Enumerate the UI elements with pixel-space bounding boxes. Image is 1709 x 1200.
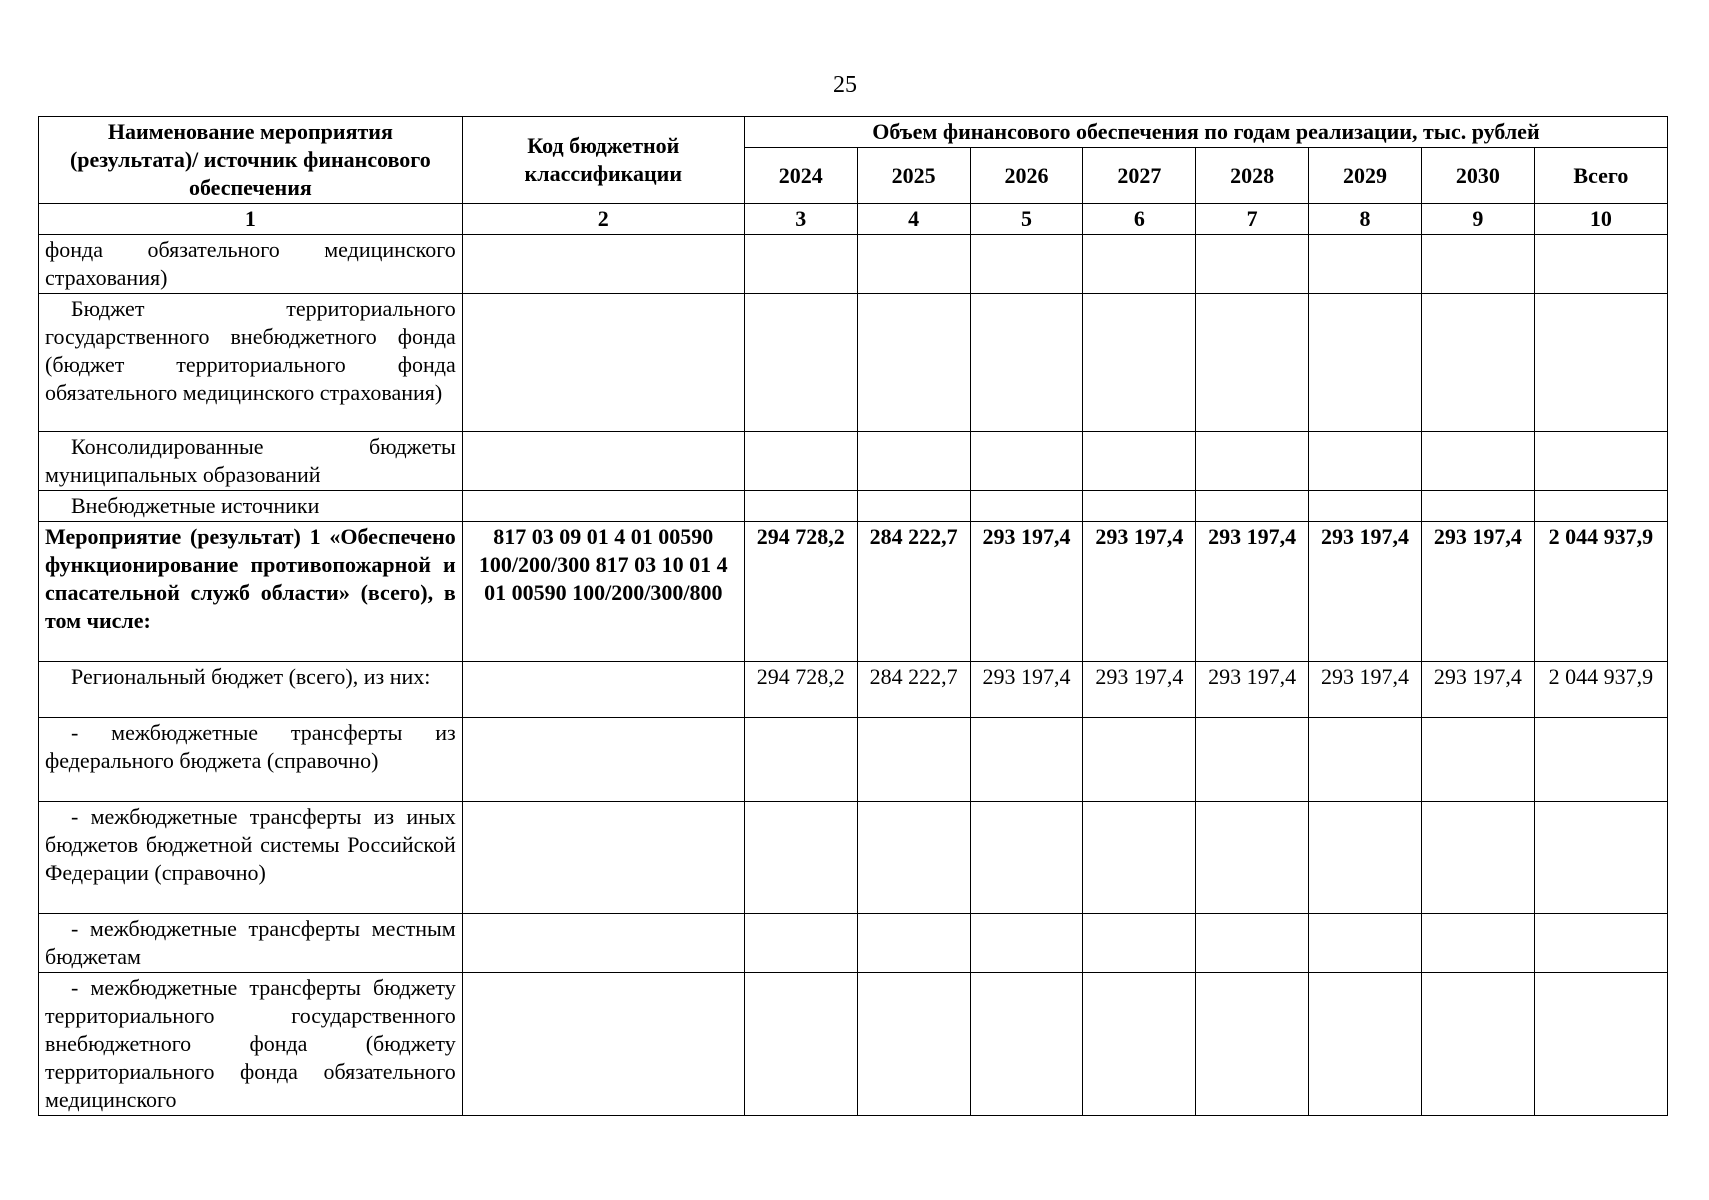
table-row xyxy=(39,662,1668,718)
row-value xyxy=(1196,802,1309,914)
row-value xyxy=(1421,718,1534,802)
row-value: 284 222,7 xyxy=(857,522,970,662)
row-value xyxy=(1534,432,1667,491)
row-value xyxy=(1083,914,1196,973)
row-code xyxy=(462,662,744,718)
header-volume: Объем финансового обеспечения по годам реализации, тыс. рублей xyxy=(744,117,1667,148)
row-value: 293 197,4 xyxy=(1309,662,1422,718)
column-numbers-row xyxy=(39,204,1668,235)
row-code xyxy=(462,802,744,914)
row-value xyxy=(970,491,1083,522)
table-row xyxy=(39,235,1668,294)
row-value xyxy=(1309,718,1422,802)
row-value xyxy=(1534,973,1667,1116)
row-value: 293 197,4 xyxy=(1421,522,1534,662)
row-value xyxy=(970,718,1083,802)
row-value xyxy=(1196,491,1309,522)
row-value xyxy=(1421,235,1534,294)
table-row xyxy=(39,802,1668,914)
header-year: 2025 xyxy=(857,148,970,204)
row-value xyxy=(857,914,970,973)
table-row xyxy=(39,718,1668,802)
column-number: 8 xyxy=(1309,204,1422,235)
row-value xyxy=(1196,235,1309,294)
row-value xyxy=(1083,802,1196,914)
row-value xyxy=(1309,491,1422,522)
column-number: 1 xyxy=(39,204,463,235)
row-name: фонда обязательного медицинского страхования) xyxy=(39,235,463,294)
row-value xyxy=(744,973,857,1116)
row-name: Внебюджетные источники xyxy=(39,491,463,522)
row-value xyxy=(1196,914,1309,973)
row-value xyxy=(1083,432,1196,491)
column-number: 6 xyxy=(1083,204,1196,235)
header-year: 2028 xyxy=(1196,148,1309,204)
row-value xyxy=(744,802,857,914)
row-value xyxy=(1534,718,1667,802)
row-value xyxy=(857,432,970,491)
row-value xyxy=(1309,973,1422,1116)
row-value xyxy=(1534,491,1667,522)
column-number: 7 xyxy=(1196,204,1309,235)
row-value xyxy=(744,432,857,491)
row-value: 293 197,4 xyxy=(1421,662,1534,718)
row-value xyxy=(970,294,1083,432)
row-value xyxy=(744,914,857,973)
row-value xyxy=(857,235,970,294)
header-year: 2027 xyxy=(1083,148,1196,204)
row-name: Консолидированные бюджеты муниципальных образований xyxy=(39,432,463,491)
row-value: 293 197,4 xyxy=(1196,662,1309,718)
row-name: - межбюджетные трансферты бюджету территориального государственного внебюджетного фонда (бюджету территориального фонда обязательного медицинского xyxy=(39,973,463,1116)
row-value xyxy=(970,914,1083,973)
row-value xyxy=(1421,432,1534,491)
row-value xyxy=(1196,432,1309,491)
row-value xyxy=(1309,432,1422,491)
row-name: Бюджет территориального государственного внебюджетного фонда (бюджет территориального фонда обязательного медицинского страхования) xyxy=(39,294,463,432)
table-row xyxy=(39,914,1668,973)
row-value xyxy=(1083,235,1196,294)
row-value xyxy=(1421,491,1534,522)
column-number: 9 xyxy=(1421,204,1534,235)
financing-table xyxy=(38,116,1668,1116)
row-value: 293 197,4 xyxy=(1083,522,1196,662)
row-value: 294 728,2 xyxy=(744,522,857,662)
row-value xyxy=(1083,718,1196,802)
column-number: 10 xyxy=(1534,204,1667,235)
table-row xyxy=(39,973,1668,1116)
row-value xyxy=(1534,294,1667,432)
row-value: 293 197,4 xyxy=(1309,522,1422,662)
header-total: Всего xyxy=(1534,148,1667,204)
row-value xyxy=(744,718,857,802)
row-name: - межбюджетные трансферты из иных бюджетов бюджетной системы Российской Федерации (справочно) xyxy=(39,802,463,914)
row-value xyxy=(1083,973,1196,1116)
row-code xyxy=(462,491,744,522)
row-value xyxy=(744,235,857,294)
row-value xyxy=(1421,973,1534,1116)
row-value: 293 197,4 xyxy=(970,662,1083,718)
row-value: 294 728,2 xyxy=(744,662,857,718)
header-name: Наименование мероприятия (результата)/ источник финансового обеспечения xyxy=(39,117,463,204)
row-value xyxy=(1309,914,1422,973)
row-name: Мероприятие (результат) 1 «Обеспечено функционирование противопожарной и спасательной служб области» (всего), в том числе: xyxy=(39,522,463,662)
row-value xyxy=(744,294,857,432)
row-value xyxy=(1309,802,1422,914)
row-value xyxy=(1196,973,1309,1116)
column-number: 5 xyxy=(970,204,1083,235)
row-value xyxy=(970,432,1083,491)
row-value xyxy=(970,973,1083,1116)
table-row xyxy=(39,432,1668,491)
row-value xyxy=(1083,294,1196,432)
row-value: 284 222,7 xyxy=(857,662,970,718)
table-row xyxy=(39,491,1668,522)
row-name: - межбюджетные трансферты из федерального бюджета (справочно) xyxy=(39,718,463,802)
page-number: 25 xyxy=(833,72,857,98)
row-code: 817 03 09 01 4 01 00590 100/200/300 817 03 10 01 4 01 00590 100/200/300/800 xyxy=(462,522,744,662)
row-value xyxy=(1309,235,1422,294)
header-year: 2030 xyxy=(1421,148,1534,204)
row-value: 293 197,4 xyxy=(1196,522,1309,662)
row-code xyxy=(462,973,744,1116)
row-code xyxy=(462,432,744,491)
row-value: 293 197,4 xyxy=(1083,662,1196,718)
row-value xyxy=(1421,294,1534,432)
header-year: 2026 xyxy=(970,148,1083,204)
row-value xyxy=(970,802,1083,914)
row-name: Региональный бюджет (всего), из них: xyxy=(39,662,463,718)
column-number: 3 xyxy=(744,204,857,235)
table-row xyxy=(39,522,1668,662)
row-code xyxy=(462,235,744,294)
table-row xyxy=(39,294,1668,432)
row-value xyxy=(1196,718,1309,802)
row-code xyxy=(462,914,744,973)
row-value xyxy=(1421,914,1534,973)
row-value xyxy=(1534,235,1667,294)
row-value xyxy=(857,973,970,1116)
row-name: - межбюджетные трансферты местным бюджетам xyxy=(39,914,463,973)
row-code xyxy=(462,718,744,802)
row-value xyxy=(1534,914,1667,973)
row-value xyxy=(857,802,970,914)
row-value xyxy=(1309,294,1422,432)
header-code: Код бюджетной классификации xyxy=(462,117,744,204)
column-number: 4 xyxy=(857,204,970,235)
row-value xyxy=(970,235,1083,294)
row-value xyxy=(857,491,970,522)
column-number: 2 xyxy=(462,204,744,235)
row-value xyxy=(1421,802,1534,914)
row-value xyxy=(857,294,970,432)
header-year: 2029 xyxy=(1309,148,1422,204)
row-total: 2 044 937,9 xyxy=(1534,662,1667,718)
row-value: 293 197,4 xyxy=(970,522,1083,662)
row-value xyxy=(1083,491,1196,522)
row-value xyxy=(1534,802,1667,914)
row-value xyxy=(1196,294,1309,432)
row-total: 2 044 937,9 xyxy=(1534,522,1667,662)
row-code xyxy=(462,294,744,432)
row-value xyxy=(857,718,970,802)
row-value xyxy=(744,491,857,522)
header-year: 2024 xyxy=(744,148,857,204)
